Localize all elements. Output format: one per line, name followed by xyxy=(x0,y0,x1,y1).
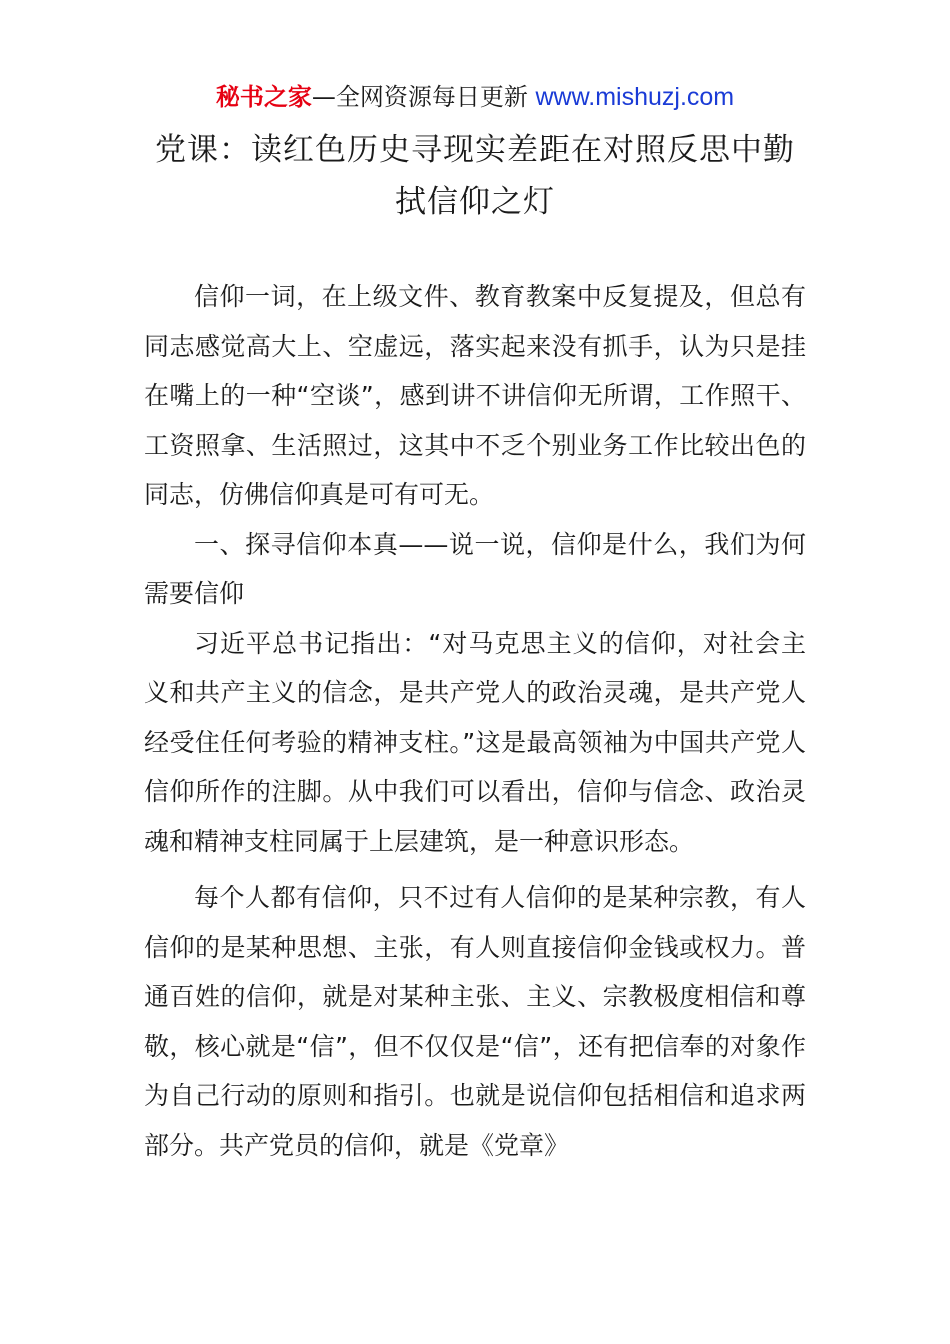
document-title: 党课：读红色历史寻现实差距在对照反思中勤拭信仰之灯 xyxy=(155,132,795,220)
site-url-link[interactable]: www.mishuzj.com xyxy=(535,83,735,111)
site-header xyxy=(0,80,950,114)
section-heading-1: 一、探寻信仰本真——说一说，信仰是什么，我们为何需要信仰 xyxy=(144,529,806,608)
site-tagline: —全网资源每日更新 xyxy=(311,83,536,111)
document-body xyxy=(144,272,806,1170)
paragraph-intro: 信仰一词，在上级文件、教育教案中反复提及，但总有同志感觉高大上、空虚远，落实起来没有抓手，认为只是挂在嘴上的一种“空谈”，感到讲不讲信仰无所谓，工作照干、工资照拿、生活照过，这其中不乏个别业务工作比较出色的同志，仿佛信仰真是可有可无。 xyxy=(144,282,806,509)
paragraph-quote: 习近平总书记指出：“对马克思主义的信仰，对社会主义和共产主义的信念，是共产党人的政治灵魂，是共产党人经受住任何考验的精神支柱。”这是最高领袖为中国共产党人信仰所作的注脚。从中我们可以看出，信仰与信念、政治灵魂和精神支柱同属于上层建筑，是一种意识形态。 xyxy=(144,628,806,856)
site-name: 秘书之家 xyxy=(215,83,312,111)
paragraph-faith: 每个人都有信仰，只不过有人信仰的是某种宗教，有人信仰的是某种思想、主张，有人则直接信仰金钱或权力。普通百姓的信仰，就是对某种主张、主义、宗教极度相信和尊敬，核心就是“信”，但不仅仅是“信”，还有把信奉的对象作为自己行动的原则和指引。也就是说信仰包括相信和追求两部分。共产党员的信仰，就是《党章》 xyxy=(144,883,806,1160)
